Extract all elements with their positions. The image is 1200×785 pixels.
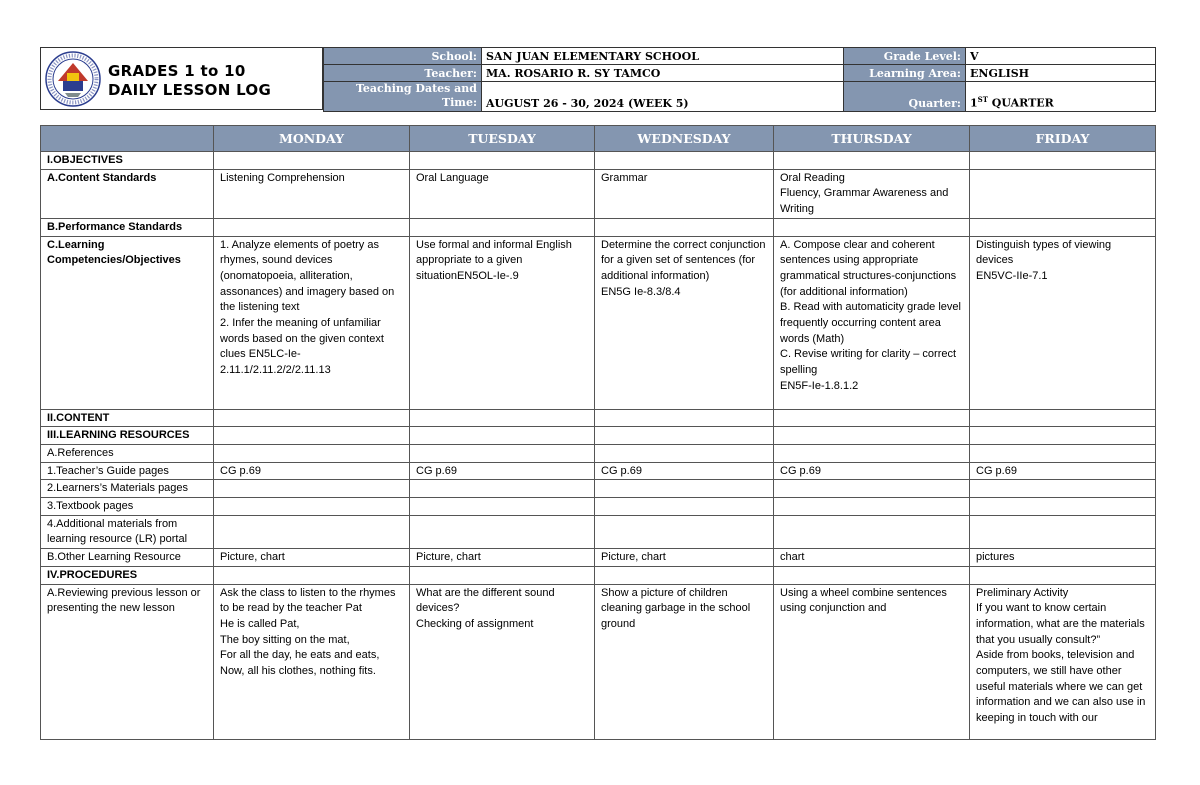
row-label: B.Performance Standards (41, 218, 214, 236)
cell-thursday (774, 515, 970, 548)
cell-tuesday: CG p.69 (410, 462, 595, 480)
cell-wednesday: Show a picture of children cleaning garbage in the school ground (595, 584, 774, 739)
table-row (41, 462, 1156, 480)
learning-area-value: ENGLISH (966, 65, 1156, 82)
cell-wednesday: Grammar (595, 169, 774, 218)
row-label: 2.Learners’s Materials pages (41, 480, 214, 498)
cell-friday (970, 515, 1156, 548)
cell-thursday: Using a wheel combine sentences using conjunction and (774, 584, 970, 739)
dates-label: Teaching Dates and Time: (324, 82, 482, 112)
deped-seal-icon (45, 51, 101, 107)
cell-monday (214, 566, 410, 584)
cell-friday (970, 169, 1156, 218)
teacher-label: Teacher: (324, 65, 482, 82)
cell-tuesday: Use formal and informal English appropriate to a given situationEN5OL-Ie-.9 (410, 236, 595, 409)
cell-wednesday (595, 566, 774, 584)
cell-monday (214, 515, 410, 548)
cell-friday: CG p.69 (970, 462, 1156, 480)
cell-friday (970, 566, 1156, 584)
grade-level-label: Grade Level: (844, 48, 966, 65)
table-row (41, 549, 1156, 567)
cell-monday: 1. Analyze elements of poetry as rhymes, sound devices (onomatopoeia, alliteration, assonances) and imagery based on the listening text 2. Infer the meaning of unfamiliar words based on the given context clues EN5LC-Ie-2.11.1/2.11.2/2/2.11.13 (214, 236, 410, 409)
cell-monday (214, 498, 410, 516)
cell-thursday (774, 566, 970, 584)
table-row (41, 566, 1156, 584)
cell-tuesday (410, 480, 595, 498)
cell-monday (214, 444, 410, 462)
table-row (41, 427, 1156, 445)
cell-tuesday (410, 515, 595, 548)
table-row (41, 236, 1156, 409)
cell-monday (214, 218, 410, 236)
cell-friday: Distinguish types of viewing devices EN5VC-IIe-7.1 (970, 236, 1156, 409)
cell-friday (970, 409, 1156, 427)
cell-wednesday: Determine the correct conjunction for a given set of sentences (for additional information) EN5G Ie-8.3/8.4 (595, 236, 774, 409)
doc-title-line1: GRADES 1 to 10 (108, 62, 246, 80)
school-value: SAN JUAN ELEMENTARY SCHOOL (482, 48, 844, 65)
cell-wednesday (595, 515, 774, 548)
row-label: C.Learning Competencies/Objectives (41, 236, 214, 409)
day-header-tuesday: TUESDAY (410, 126, 595, 152)
table-row (41, 498, 1156, 516)
title-box (40, 47, 323, 110)
cell-friday: Preliminary Activity If you want to know certain information, what are the materials that you usually consult?” Aside from books, television and computers, we still have other useful materials where we can get information and we can also use in keeping in touch with our (970, 584, 1156, 739)
cell-thursday: A. Compose clear and coherent sentences using appropriate grammatical structures-conjunctions (for additional information) B. Read with automaticity grade level frequently occurring content area words (Math) C. Revise writing for clarity – correct spelling EN5F-Ie-1.8.1.2 (774, 236, 970, 409)
quarter-value: 1ST QUARTER (966, 82, 1156, 112)
cell-tuesday (410, 444, 595, 462)
cell-thursday (774, 427, 970, 445)
table-row (41, 152, 1156, 170)
table-row (41, 515, 1156, 548)
cell-tuesday: What are the different sound devices? Checking of assignment (410, 584, 595, 739)
cell-wednesday (595, 152, 774, 170)
row-label: I.OBJECTIVES (41, 152, 214, 170)
row-label: A.References (41, 444, 214, 462)
lesson-rows (41, 152, 1156, 740)
cell-tuesday: Picture, chart (410, 549, 595, 567)
row-label: 4.Additional materials from learning resource (LR) portal (41, 515, 214, 548)
cell-friday (970, 480, 1156, 498)
cell-friday (970, 152, 1156, 170)
dates-value: AUGUST 26 - 30, 2024 (WEEK 5) (482, 82, 844, 112)
table-row (41, 584, 1156, 739)
day-header-wednesday: WEDNESDAY (595, 126, 774, 152)
cell-wednesday (595, 480, 774, 498)
table-row (41, 409, 1156, 427)
day-header-thursday: THURSDAY (774, 126, 970, 152)
cell-monday: Picture, chart (214, 549, 410, 567)
cell-tuesday (410, 152, 595, 170)
cell-monday (214, 409, 410, 427)
cell-friday (970, 498, 1156, 516)
table-row (41, 218, 1156, 236)
school-label: School: (324, 48, 482, 65)
table-row (41, 169, 1156, 218)
cell-thursday (774, 409, 970, 427)
cell-thursday (774, 480, 970, 498)
cell-tuesday (410, 498, 595, 516)
cell-monday (214, 152, 410, 170)
corner-header-cell (41, 126, 214, 152)
doc-title-line2: DAILY LESSON LOG (108, 81, 272, 99)
cell-wednesday (595, 218, 774, 236)
cell-wednesday (595, 444, 774, 462)
cell-thursday (774, 498, 970, 516)
cell-thursday (774, 444, 970, 462)
teacher-value: MA. ROSARIO R. SY TAMCO (482, 65, 844, 82)
cell-thursday: Oral Reading Fluency, Grammar Awareness and Writing (774, 169, 970, 218)
quarter-label: Quarter: (844, 82, 966, 112)
cell-monday (214, 480, 410, 498)
day-header-friday: FRIDAY (970, 126, 1156, 152)
cell-monday: Listening Comprehension (214, 169, 410, 218)
cell-thursday (774, 218, 970, 236)
grade-level-value: V (966, 48, 1156, 65)
row-label: B.Other Learning Resource (41, 549, 214, 567)
day-header-monday: MONDAY (214, 126, 410, 152)
row-label: 3.Textbook pages (41, 498, 214, 516)
cell-wednesday (595, 498, 774, 516)
table-row (41, 480, 1156, 498)
cell-friday (970, 444, 1156, 462)
learning-area-label: Learning Area: (844, 65, 966, 82)
daily-lesson-table (40, 125, 1156, 740)
cell-tuesday (410, 409, 595, 427)
lesson-info-table (323, 47, 1156, 112)
cell-tuesday (410, 566, 595, 584)
table-row (41, 444, 1156, 462)
row-label: III.LEARNING RESOURCES (41, 427, 214, 445)
row-label: 1.Teacher’s Guide pages (41, 462, 214, 480)
cell-friday (970, 218, 1156, 236)
cell-thursday: chart (774, 549, 970, 567)
row-label: A.Content Standards (41, 169, 214, 218)
cell-thursday (774, 152, 970, 170)
cell-wednesday (595, 427, 774, 445)
row-label: A.Reviewing previous lesson or presenting the new lesson (41, 584, 214, 739)
cell-tuesday (410, 427, 595, 445)
cell-wednesday (595, 409, 774, 427)
row-label: II.CONTENT (41, 409, 214, 427)
cell-wednesday: Picture, chart (595, 549, 774, 567)
cell-thursday: CG p.69 (774, 462, 970, 480)
cell-monday: CG p.69 (214, 462, 410, 480)
cell-monday: Ask the class to listen to the rhymes to be read by the teacher Pat He is called Pat, The boy sitting on the mat, For all the day, he eats and eats, Now, all his clothes, nothing fits. (214, 584, 410, 739)
cell-friday: pictures (970, 549, 1156, 567)
cell-tuesday: Oral Language (410, 169, 595, 218)
row-label: IV.PROCEDURES (41, 566, 214, 584)
cell-monday (214, 427, 410, 445)
cell-tuesday (410, 218, 595, 236)
cell-friday (970, 427, 1156, 445)
cell-wednesday: CG p.69 (595, 462, 774, 480)
